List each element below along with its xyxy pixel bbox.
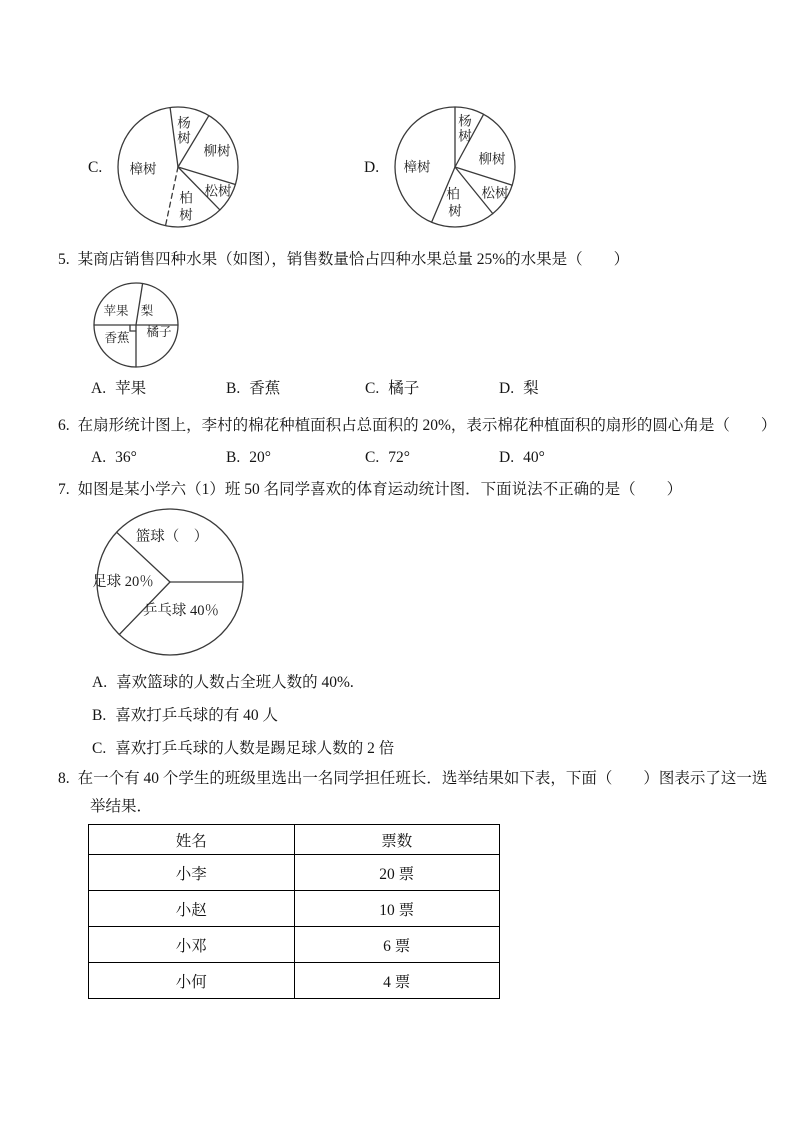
- slice-label-zhangshu: 樟树: [403, 159, 431, 175]
- pie-chart-fruit: [92, 281, 180, 369]
- q7-option-c: C. 喜欢打乒乓球的人数是踢足球人数的 2 倍: [92, 740, 395, 757]
- slice-line-dashed: [166, 167, 179, 226]
- question-5-number: 5.: [58, 251, 70, 268]
- cell-name: 小何: [89, 963, 295, 999]
- q5-option-d: D. 梨: [499, 380, 539, 397]
- pie-chart-option-c: [116, 105, 240, 229]
- q6-option-c: C. 72°: [365, 449, 410, 466]
- right-angle-marker: [130, 325, 136, 331]
- cell-name: 小邓: [89, 927, 295, 963]
- cell-votes: 4 票: [294, 963, 500, 999]
- pie-chart-option-d: [393, 105, 517, 229]
- q5-option-c: C. 橘子: [365, 380, 420, 397]
- question-8-text-line2: 举结果．: [90, 798, 153, 815]
- cell-votes: 6 票: [294, 927, 500, 963]
- cell-name: 小李: [89, 855, 295, 891]
- question-6-number: 6.: [58, 417, 70, 434]
- slice-label-apple: 苹果: [103, 304, 129, 318]
- header-name: 姓名: [89, 825, 295, 855]
- question-8-text-line1: 8. 在一个有 40 个学生的班级里选出一名同学担任班长．选举结果如下表，下面（ ）图表示了这一选: [58, 770, 768, 787]
- q7-option-a: A. 喜欢篮球的人数占全班人数的 40%.: [92, 674, 354, 691]
- slice-label-basketball: 篮球（ ）: [135, 529, 209, 545]
- slice-label-orange: 橘子: [146, 325, 172, 339]
- slice-label-baishu-2: 树: [448, 203, 462, 219]
- slice-label-yangshu-1: 杨: [177, 115, 191, 131]
- slice-label-songshu: 松树: [481, 185, 509, 201]
- q7-option-b: B. 喜欢打乒乓球的有 40 人: [92, 707, 278, 724]
- table-row: [89, 891, 500, 927]
- slice-label-pingpong: 乒乓球 40％: [142, 603, 220, 619]
- q5-option-a: A. 苹果: [91, 380, 147, 397]
- q6-option-b: B. 20°: [226, 449, 271, 466]
- table-row: [89, 963, 500, 999]
- slice-label-yangshu-2: 树: [177, 130, 191, 146]
- cell-votes: 20 票: [294, 855, 500, 891]
- question-8-number: 8.: [58, 770, 70, 787]
- pie-chart-sports: [92, 507, 245, 657]
- slice-label-banana: 香蕉: [104, 331, 130, 345]
- question-7-number: 7.: [58, 481, 70, 498]
- slice-label-liushu: 柳树: [478, 151, 506, 167]
- cell-name: 小赵: [89, 891, 295, 927]
- slice-label-songshu: 松树: [204, 183, 232, 199]
- question-5-text: 5. 某商店销售四种水果（如图），销售数量恰占四种水果总量 25%的水果是（ ）: [58, 251, 630, 268]
- slice-label-zhangshu: 樟树: [129, 161, 157, 177]
- slice-label-baishu-2: 树: [179, 207, 193, 223]
- slice-label-yangshu-1: 杨: [458, 113, 472, 129]
- cell-votes: 10 票: [294, 891, 500, 927]
- slice-label-pear: 梨: [140, 304, 154, 318]
- slice-label-baishu-1: 柏: [179, 190, 193, 206]
- slice-label-football: 足球 20％: [92, 574, 154, 590]
- option-c-label: C.: [88, 159, 103, 176]
- q6-option-d: D. 40°: [499, 449, 545, 466]
- slice-label-baishu-1: 柏: [446, 186, 460, 202]
- table-row: [89, 855, 500, 891]
- option-d-label: D.: [364, 159, 380, 176]
- slice-label-liushu: 柳树: [203, 143, 231, 159]
- header-votes: 票数: [294, 825, 500, 855]
- slice-line: [455, 167, 512, 185]
- q6-option-a: A. 36°: [91, 449, 137, 466]
- vote-result-table: [88, 824, 500, 999]
- table-row: [89, 927, 500, 963]
- slice-label-yangshu-2: 树: [458, 128, 472, 144]
- question-7-text: 7. 如图是某小学六（1）班 50 名同学喜欢的体育运动统计图．下面说法不正确的是（ ）: [58, 481, 683, 498]
- q5-option-b: B. 香蕉: [226, 380, 281, 397]
- table-header-row: [89, 825, 500, 855]
- question-6-text: 6. 在扇形统计图上，李村的棉花种植面积占总面积的 20%，表示棉花种植面积的扇形的圆心角是（ ）: [58, 417, 777, 434]
